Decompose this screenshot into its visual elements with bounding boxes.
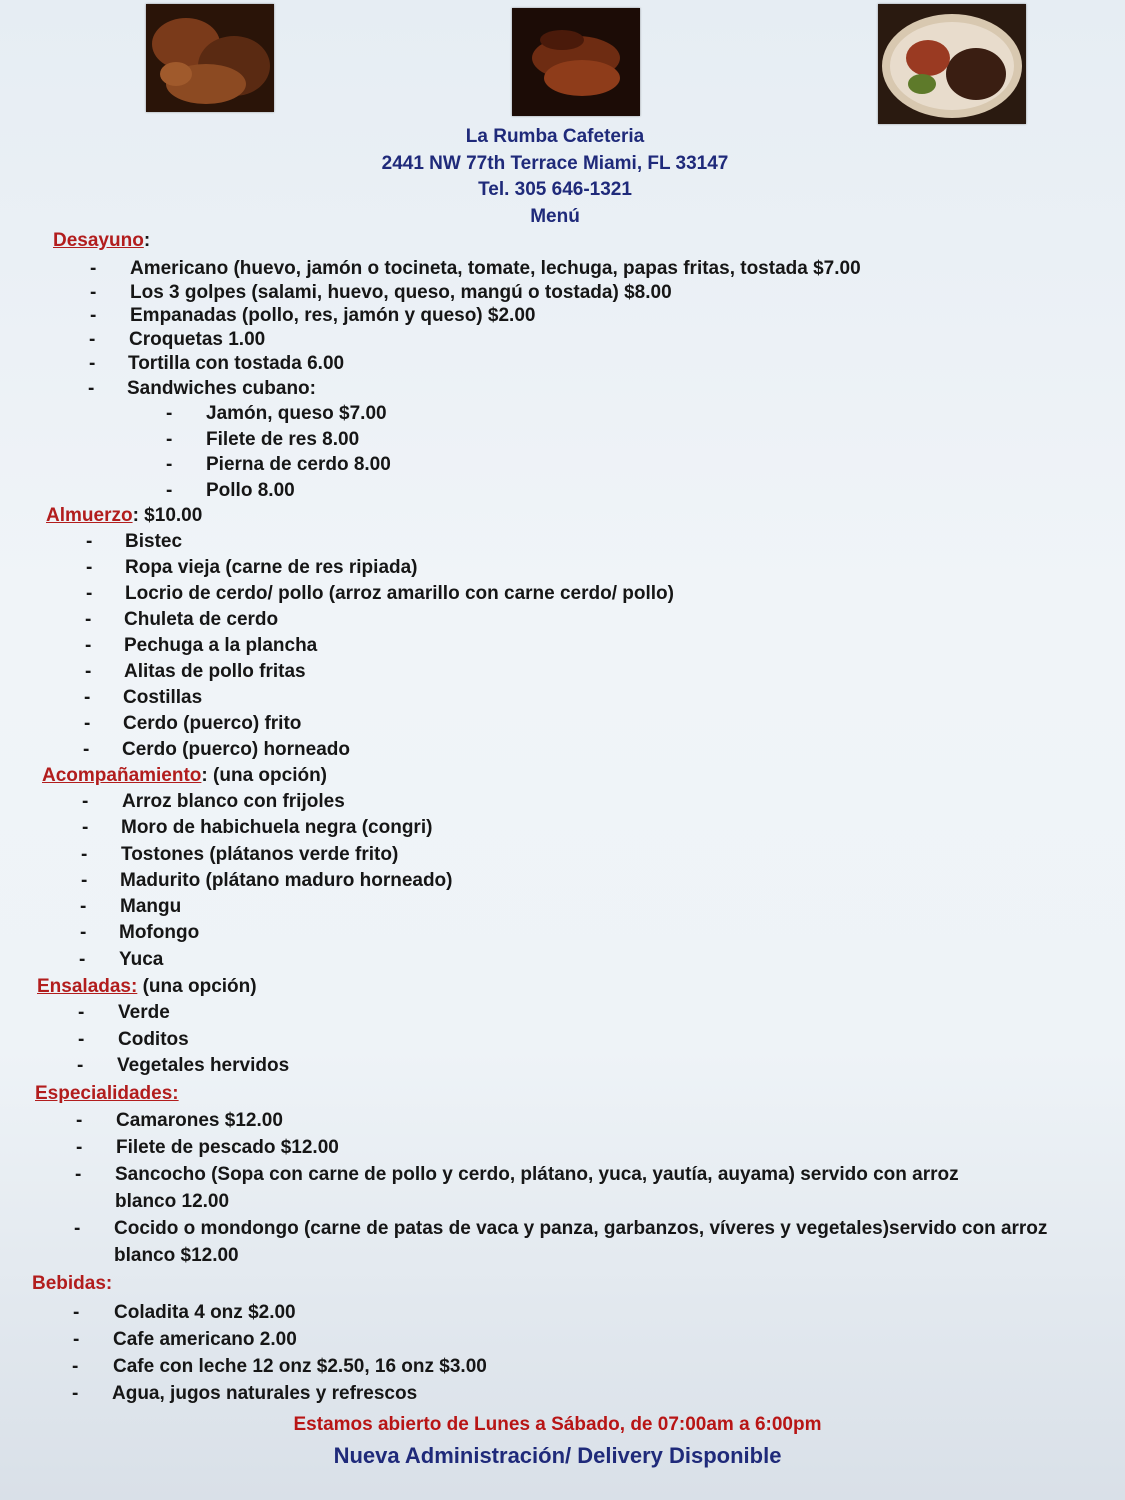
list-item (0, 376, 1125, 401)
list-item (0, 607, 1125, 633)
item-text: Filete de pescado $12.00 (116, 1136, 339, 1158)
item-text: Arroz blanco con frijoles (122, 791, 345, 812)
list-item (0, 894, 1125, 920)
item-list (0, 1299, 1125, 1407)
section-title: Bebidas: (32, 1272, 113, 1294)
item-text: Coditos (118, 1028, 189, 1050)
item-text: Tortilla con tostada 6.00 (128, 353, 345, 374)
list-item (0, 328, 1125, 352)
section-title: Especialidades: (35, 1082, 179, 1104)
item-text: Agua, jugos naturales y refrescos (112, 1382, 418, 1404)
delivery-notice: Nueva Administración/ Delivery Disponible (333, 1443, 782, 1468)
list-marker: - (72, 1355, 79, 1377)
item-text: Mofongo (119, 922, 200, 944)
list-marker: - (90, 258, 97, 279)
list-item (0, 478, 1125, 504)
list-item (0, 452, 1125, 478)
item-list (0, 529, 1125, 763)
item-text: Empanadas (pollo, res, jamón y queso) $2.00 (130, 305, 536, 326)
item-text: Jamón, queso $7.00 (206, 403, 387, 424)
section-heading (0, 1080, 1125, 1107)
section-almuerzo (0, 503, 1125, 763)
list-item (0, 1107, 1125, 1134)
list-item (0, 1134, 1125, 1161)
list-item (0, 281, 1125, 305)
list-marker: - (166, 403, 173, 424)
list-item (0, 1027, 1125, 1054)
list-item (0, 868, 1125, 894)
list-marker: - (75, 1163, 82, 1185)
item-text: Mangu (120, 896, 182, 918)
list-item (0, 633, 1125, 659)
item-text: Costillas (123, 687, 203, 708)
item-text: Ropa vieja (carne de res ripiada) (125, 557, 418, 578)
list-item (0, 1380, 1125, 1407)
list-item (0, 1326, 1125, 1353)
list-marker: - (86, 583, 93, 604)
list-marker: - (72, 1382, 79, 1404)
section-ensaladas (0, 973, 1125, 1080)
item-list (0, 1107, 1125, 1269)
section-title: Almuerzo (46, 505, 133, 526)
section-heading (0, 228, 1125, 254)
item-text: Los 3 golpes (salami, huevo, queso, mangú o tostada) $8.00 (130, 281, 672, 303)
list-marker: - (86, 557, 93, 578)
list-marker: - (73, 1301, 80, 1323)
list-item (0, 1000, 1125, 1027)
item-text: Verde (118, 1002, 170, 1024)
list-marker: - (79, 948, 86, 970)
list-item (0, 815, 1125, 841)
section-especialidades (0, 1080, 1125, 1269)
section-suffix: : (una opción) (201, 765, 328, 786)
item-text: Cerdo (puerco) horneado (122, 739, 351, 760)
section-suffix: (una opción) (137, 976, 257, 998)
section-title: Acompañamiento (42, 765, 202, 786)
list-item (0, 401, 1125, 427)
section-bebidas (0, 1269, 1125, 1407)
item-text: Cafe americano 2.00 (113, 1328, 297, 1350)
item-text: Alitas de pollo fritas (124, 661, 306, 682)
section-title: Desayuno (53, 230, 144, 251)
section-acompanamiento (0, 763, 1125, 973)
item-text: Pechuga a la plancha (124, 635, 318, 656)
item-text: Americano (huevo, jamón o tocineta, tomate, lechuga, papas fritas, tostada $7.00 (130, 258, 861, 279)
section-heading (0, 503, 1125, 529)
section-heading (0, 1269, 1125, 1299)
item-list (0, 1000, 1125, 1080)
item-text: Sandwiches cubano: (127, 378, 316, 399)
item-text: Pierna de cerdo 8.00 (206, 454, 391, 475)
item-list (0, 257, 1125, 401)
menu-header (0, 124, 1110, 230)
list-marker: - (89, 328, 96, 350)
list-item (0, 304, 1125, 328)
list-marker: - (90, 281, 97, 303)
item-text: Cerdo (puerco) frito (123, 713, 302, 734)
list-marker: - (76, 1109, 83, 1131)
list-item (0, 581, 1125, 607)
section-heading (0, 973, 1125, 1000)
list-item (0, 842, 1125, 868)
list-item (0, 427, 1125, 453)
list-item (0, 351, 1125, 376)
item-text: Cocido o mondongo (carne de patas de vaca y panza, garbanzos, víveres y vegetales)servido con arroz blanco $12.00 (114, 1217, 1048, 1266)
item-text: Camarones $12.00 (116, 1109, 283, 1131)
list-marker: - (90, 305, 97, 326)
restaurant-phone: Tel. 305 646-1321 (478, 179, 632, 200)
sandwich-list (0, 401, 1125, 503)
item-text: Chuleta de cerdo (124, 609, 279, 630)
list-item (0, 659, 1125, 685)
list-marker: - (166, 454, 173, 475)
section-desayuno (0, 228, 1125, 503)
section-suffix: : $10.00 (132, 505, 203, 526)
list-item (0, 685, 1125, 711)
item-text: Coladita 4 onz $2.00 (114, 1301, 296, 1323)
item-text: Filete de res 8.00 (206, 428, 360, 450)
list-marker: - (85, 661, 92, 682)
list-marker: - (78, 1028, 85, 1050)
list-marker: - (82, 791, 89, 812)
section-title: Ensaladas: (37, 976, 138, 998)
list-item (0, 789, 1125, 815)
list-item (0, 737, 1125, 763)
list-marker: - (83, 739, 90, 760)
list-item (0, 711, 1125, 737)
list-marker: - (85, 609, 92, 630)
item-text: Moro de habichuela negra (congri) (121, 817, 433, 839)
item-text: Cafe con leche 12 onz $2.50, 16 onz $3.00 (113, 1355, 487, 1377)
item-text: Vegetales hervidos (117, 1055, 290, 1077)
item-list (0, 789, 1125, 973)
list-marker: - (76, 1136, 83, 1158)
list-item (0, 1215, 1054, 1269)
restaurant-name: La Rumba Cafeteria (465, 126, 645, 147)
list-item (0, 1299, 1125, 1326)
list-marker: - (82, 817, 89, 839)
item-text: Sancocho (Sopa con carne de pollo y cerdo, plátano, yuca, yautía, auyama) servido con arroz blanco 12.00 (115, 1163, 959, 1212)
list-marker: - (78, 1002, 85, 1024)
list-item (0, 555, 1125, 581)
list-marker: - (81, 869, 88, 891)
list-item (0, 1161, 1015, 1215)
list-marker: - (89, 353, 96, 374)
item-text: Pollo 8.00 (206, 479, 295, 501)
list-item (0, 947, 1125, 973)
list-marker: - (80, 922, 87, 944)
list-item (0, 257, 1125, 281)
menu-content (0, 228, 1125, 1407)
list-item (0, 529, 1125, 555)
list-item (0, 1053, 1125, 1080)
item-text: Croquetas 1.00 (129, 328, 266, 350)
section-suffix: : (143, 230, 151, 251)
list-marker: - (88, 378, 95, 399)
list-item (0, 1353, 1125, 1380)
list-marker: - (81, 843, 88, 865)
section-heading (0, 763, 1125, 789)
food-photo-1 (146, 4, 274, 112)
menu-title: Menú (530, 205, 580, 227)
food-photo-3 (878, 4, 1026, 124)
list-marker: - (73, 1328, 80, 1350)
list-marker: - (84, 713, 91, 734)
item-text: Tostones (plátanos verde frito) (121, 843, 399, 865)
list-marker: - (166, 428, 173, 450)
item-text: Madurito (plátano maduro horneado) (120, 869, 453, 891)
restaurant-address: 2441 NW 77th Terrace Miami, FL 33147 (381, 152, 729, 174)
list-marker: - (74, 1217, 81, 1239)
list-marker: - (77, 1055, 84, 1077)
list-marker: - (166, 479, 173, 501)
item-text: Locrio de cerdo/ pollo (arroz amarillo con carne cerdo/ pollo) (125, 583, 674, 604)
food-photo-2 (512, 8, 640, 116)
list-marker: - (80, 896, 87, 918)
list-marker: - (85, 635, 92, 656)
item-text: Bistec (125, 531, 183, 552)
item-text: Yuca (119, 948, 164, 970)
opening-hours: Estamos abierto de Lunes a Sábado, de 07:00am a 6:00pm (293, 1414, 822, 1435)
list-marker: - (84, 687, 91, 708)
list-item (0, 920, 1125, 946)
list-marker: - (86, 531, 93, 552)
